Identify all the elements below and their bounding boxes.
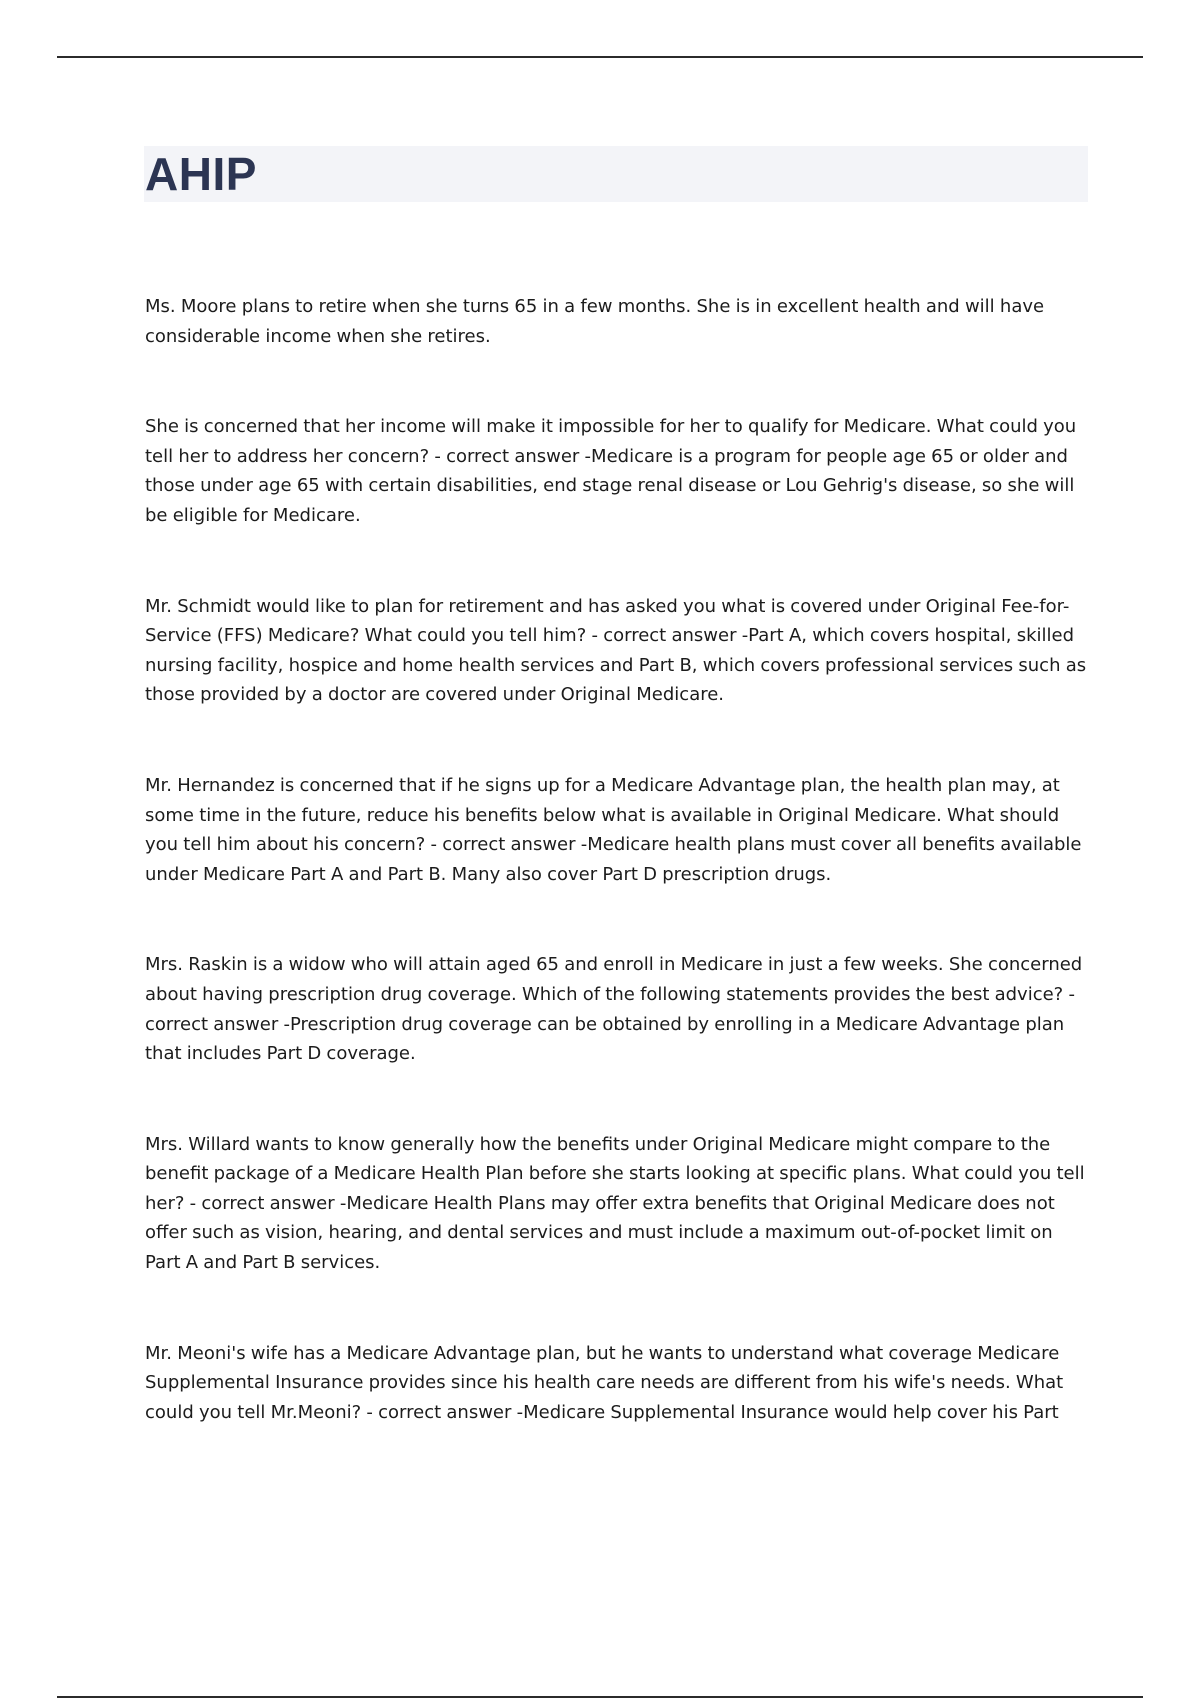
- bottom-divider: [57, 1696, 1143, 1698]
- paragraph-moore-answer: She is concerned that her income will make it impossible for her to qualify for Medicare. What could you tell her to address her concern? - correct answer -Medicare is a program for people age 65 or older and those under age 65 with certain disabilities, end stage renal disease or Lou Gehrig's disease, so she will be eligible for Medicare.: [145, 416, 1077, 526]
- paragraph-moore-intro: Ms. Moore plans to retire when she turns 65 in a few months. She is in excellent health and will have considerable income when she retires.: [145, 296, 1045, 347]
- paragraph-schmidt: Mr. Schmidt would like to plan for retirement and has asked you what is covered under Original Fee-for-Service (FFS) Medicare? What could you tell him? - correct answer -Part A, which covers hospital, skilled nursing facility, hospice and home health services and Part B, which covers professional services such as those provided by a doctor are covered under Original Medicare.: [145, 595, 1087, 706]
- document-body: [145, 292, 1090, 1488]
- paragraph-willard: Mrs. Willard wants to know generally how the benefits under Original Medicare might compare to the benefit package of a Medicare Health Plan before she starts looking at specific plans. What could you tell her? - correct answer -Medicare Health Plans may offer extra benefits that Original Medicare does not offer such as vision, hearing, and dental services and must include a maximum out-of-pocket limit on Part A and Part B services.: [145, 1133, 1085, 1274]
- top-divider: [57, 56, 1143, 58]
- title-banner: [144, 146, 1088, 202]
- document-title: AHIP: [145, 148, 257, 200]
- paragraph-raskin: Mrs. Raskin is a widow who will attain aged 65 and enroll in Medicare in just a few weeks. She concerned about having prescription drug coverage. Which of the following statements provides the best advice? - correct answer -Prescription drug coverage can be obtained by enrolling in a Medicare Advantage plan that includes Part D coverage.: [145, 954, 1083, 1065]
- paragraph-hernandez: Mr. Hernandez is concerned that if he signs up for a Medicare Advantage plan, the health plan may, at some time in the future, reduce his benefits below what is available in Original Medicare. What should you tell him about his concern? - correct answer -Medicare health plans must cover all benefits available under Medicare Part A and Part B. Many also cover Part D prescription drugs.: [145, 774, 1082, 885]
- paragraph-meoni: Mr. Meoni's wife has a Medicare Advantage plan, but he wants to understand what coverage Medicare Supplemental Insurance provides since his health care needs are different from his wife's needs. What could you tell Mr.Meoni? - correct answer -Medicare Supplemental Insurance would help cover his Part: [145, 1342, 1064, 1423]
